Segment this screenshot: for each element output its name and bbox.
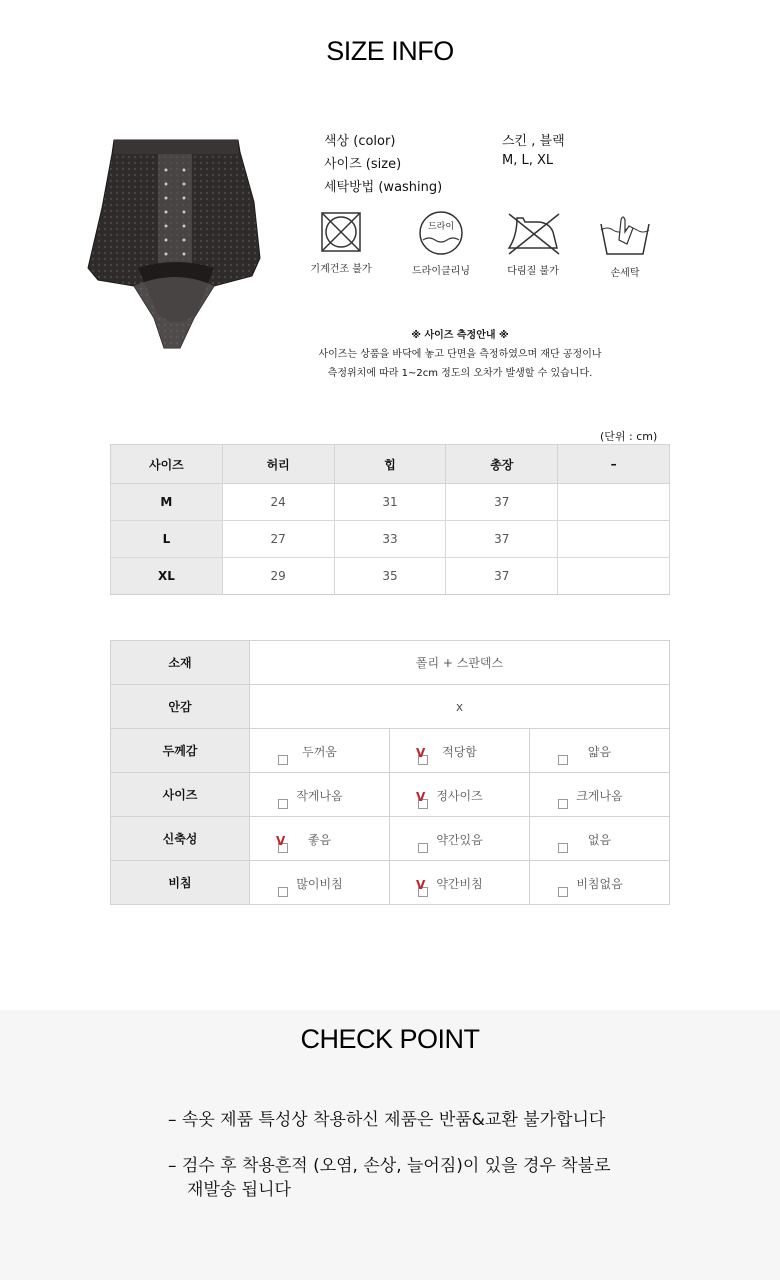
product-image — [84, 118, 270, 358]
no-iron-icon — [503, 210, 563, 256]
table-cell: 37 — [446, 558, 558, 595]
care-item-iron — [488, 210, 578, 277]
option-cell — [250, 729, 390, 773]
dry-clean-icon — [415, 210, 467, 256]
table-row — [111, 484, 670, 521]
table-header: – — [558, 445, 670, 484]
table-header-row — [111, 445, 670, 484]
check-point-title: CHECK POINT — [300, 1024, 480, 1054]
unit-label: (단위 : cm) — [600, 430, 658, 443]
option-cell — [530, 817, 670, 861]
table-cell: L — [111, 521, 223, 558]
table-cell: 33 — [334, 521, 446, 558]
fabric-label: 소재 — [111, 641, 250, 685]
table-row — [111, 685, 670, 729]
table-header: 총장 — [446, 445, 558, 484]
check-mark: V — [416, 746, 426, 760]
care-caption: 기계건조 불가 — [310, 264, 372, 275]
fabric-value: 폴리 + 스판덱스 — [250, 641, 670, 685]
check-point-item: – 속옷 제품 특성상 착용하신 제품은 반품&교환 불가합니다 — [168, 1110, 606, 1130]
option-label: 작게나옴 — [296, 789, 343, 803]
table-header: 허리 — [222, 445, 334, 484]
check-point-item: – 검수 후 착용흔적 (오염, 손상, 늘어짐)이 있을 경우 착불로 — [168, 1156, 611, 1176]
option-label: 좋음 — [307, 833, 332, 847]
option-cell — [390, 861, 530, 905]
table-row — [111, 521, 670, 558]
lining-label: 안감 — [111, 685, 250, 729]
option-cell — [530, 861, 670, 905]
attr-label: 신축성 — [111, 817, 250, 861]
table-cell: 24 — [222, 484, 334, 521]
option-label: 얇음 — [587, 745, 612, 759]
table-row — [111, 558, 670, 595]
care-caption: 손세탁 — [610, 268, 640, 279]
notice-line: 사이즈는 상품을 바닥에 놓고 단면을 측정하였으며 재단 공정이나 — [318, 349, 602, 360]
care-caption: 드라이클리닝 — [412, 266, 470, 277]
check-mark: V — [416, 878, 426, 892]
option-label: 크게나옴 — [576, 789, 623, 803]
table-cell: 37 — [446, 521, 558, 558]
table-cell: M — [111, 484, 223, 521]
check-point-item-cont: 재발송 됩니다 — [187, 1180, 291, 1200]
option-cell — [390, 773, 530, 817]
table-row — [111, 773, 670, 817]
table-header: 사이즈 — [111, 445, 223, 484]
attr-label: 비침 — [111, 861, 250, 905]
option-cell — [250, 817, 390, 861]
color-value: 스킨 , 블랙 — [502, 134, 565, 149]
option-label: 두꺼움 — [302, 745, 337, 759]
size-table — [110, 444, 670, 595]
check-mark: V — [276, 834, 286, 848]
table-cell — [558, 484, 670, 521]
option-label: 없음 — [587, 833, 612, 847]
option-label: 많이비침 — [296, 877, 343, 891]
size-info-title: SIZE INFO — [326, 36, 454, 66]
table-cell: 29 — [222, 558, 334, 595]
table-cell: XL — [111, 558, 223, 595]
option-label: 약간비침 — [436, 877, 483, 891]
size-value: M, L, XL — [502, 153, 554, 168]
table-row — [111, 641, 670, 685]
table-cell: 31 — [334, 484, 446, 521]
option-cell — [390, 817, 530, 861]
table-header: 힙 — [334, 445, 446, 484]
option-cell — [530, 729, 670, 773]
table-cell: 35 — [334, 558, 446, 595]
check-mark: V — [416, 790, 426, 804]
material-table — [110, 640, 670, 905]
lining-value: x — [250, 685, 670, 729]
option-cell — [530, 773, 670, 817]
hand-wash-icon — [597, 210, 653, 258]
option-cell — [250, 773, 390, 817]
dry-clean-icon-text: 드라이 — [427, 222, 455, 232]
option-label: 약간있음 — [436, 833, 483, 847]
option-label: 정사이즈 — [436, 789, 483, 803]
care-caption: 다림질 불가 — [507, 266, 559, 277]
table-cell — [558, 558, 670, 595]
option-label: 적당함 — [442, 745, 477, 759]
table-cell — [558, 521, 670, 558]
attr-label: 사이즈 — [111, 773, 250, 817]
no-tumble-dry-icon — [319, 210, 363, 254]
size-label: 사이즈 (size) — [324, 157, 402, 172]
care-item-tumble — [296, 210, 386, 275]
measure-notice — [250, 326, 670, 383]
attr-label: 두께감 — [111, 729, 250, 773]
notice-title: ※ 사이즈 측정안내 ※ — [411, 330, 509, 341]
care-item-dryclean — [396, 210, 486, 277]
option-cell — [390, 729, 530, 773]
color-label: 색상 (color) — [324, 134, 396, 149]
washing-label: 세탁방법 (washing) — [324, 180, 443, 195]
option-cell — [250, 861, 390, 905]
option-label: 비침없음 — [576, 877, 623, 891]
table-row — [111, 817, 670, 861]
table-row — [111, 729, 670, 773]
care-item-handwash — [580, 210, 670, 279]
table-cell: 37 — [446, 484, 558, 521]
notice-line: 측정위치에 따라 1~2cm 정도의 오차가 발생할 수 있습니다. — [327, 368, 593, 379]
table-row — [111, 861, 670, 905]
table-cell: 27 — [222, 521, 334, 558]
